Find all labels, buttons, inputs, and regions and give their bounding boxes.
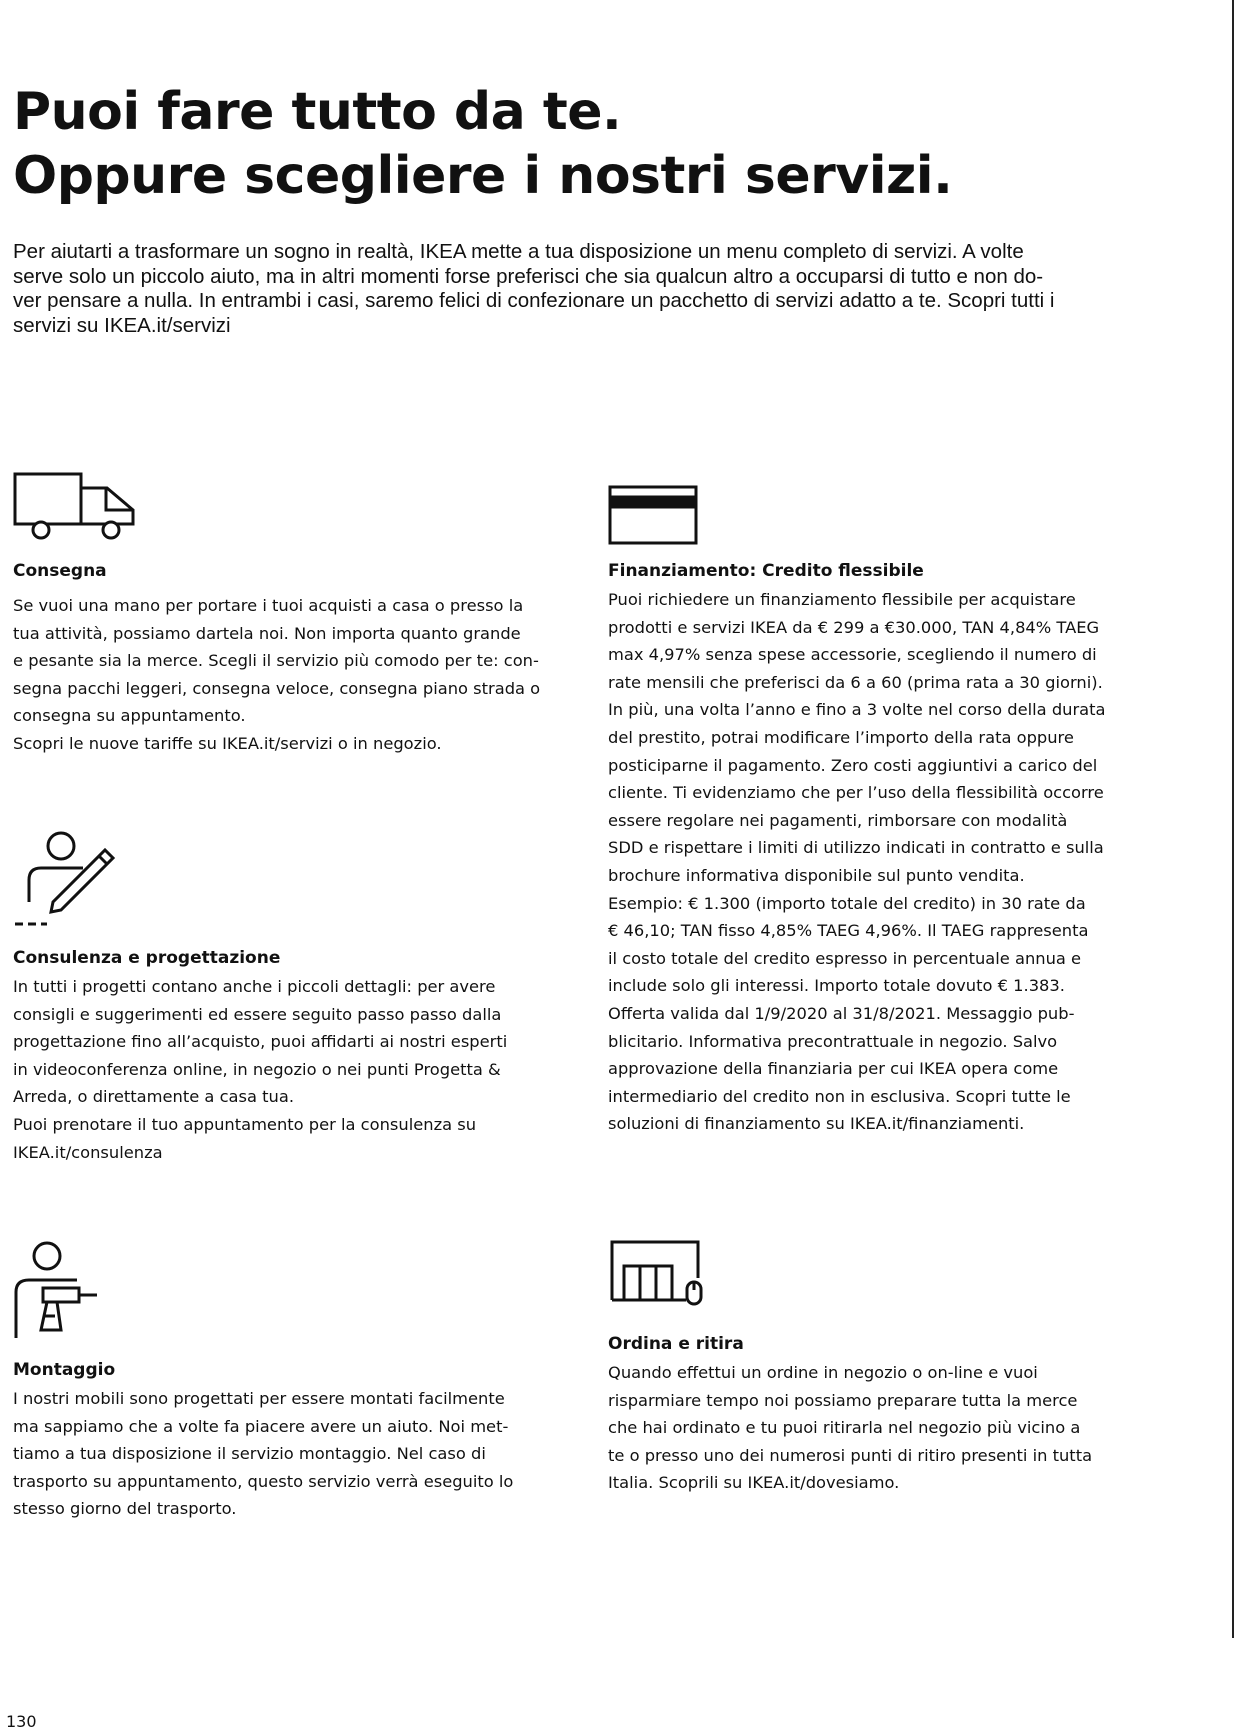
- description-line: I nostri mobili sono progettati per essere montati facilmente: [13, 1389, 505, 1408]
- description-line: In tutti i progetti contano anche i piccoli dettagli: per avere: [13, 977, 496, 996]
- description-line: IKEA.it/consulenza: [13, 1142, 163, 1162]
- description-line: Scopri le nuove tariffe su IKEA.it/servizi o in negozio.: [13, 733, 442, 753]
- service-description: [13, 592, 540, 758]
- service-description: [13, 973, 507, 1166]
- description-line: approvazione della finanziaria per cui IKEA opera come: [608, 1059, 1059, 1079]
- description-line: Esempio: € 1.300 (importo totale del credito) in 30 rate da: [608, 893, 1086, 913]
- intro-line: serve solo un piccolo aiuto, ma in altri momenti forse preferisci che sia qualcun altro a occuparsi di tutto e non do-: [13, 264, 1044, 288]
- description-line: Se vuoi una mano per portare i tuoi acquisti a casa o presso la: [13, 596, 524, 615]
- headline-line: Puoi fare tutto da te.: [13, 82, 622, 142]
- intro-paragraph: [13, 240, 1138, 338]
- intro-line: ver pensare a nulla. In entrambi i casi, saremo felici di confezionare un pacchetto di servizi adatto a te. Scopri tutti i: [13, 289, 1055, 312]
- intro-line: Per aiutarti a trasformare un sogno in realtà, IKEA mette a tua disposizione un menu completo di servizi. A volte: [13, 240, 1024, 263]
- description-line: blicitario. Informativa precontrattuale in negozio. Salvo: [608, 1031, 1058, 1051]
- description-line: Offerta valida dal 1/9/2020 al 31/8/2021. Messaggio pub-: [608, 1003, 1075, 1023]
- description-line: che hai ordinato e tu puoi ritirarla nel negozio più vicino a: [608, 1418, 1081, 1438]
- description-line: risparmiare tempo noi possiamo preparare tutta la merce: [608, 1390, 1078, 1410]
- description-line: il costo totale del credito espresso in percentuale annua e: [608, 948, 1082, 968]
- description-line: In più, una volta l’anno e fino a 3 volte nel corso della durata: [608, 700, 1106, 720]
- description-line: Puoi richiedere un finanziamento flessibile per acquistare: [608, 590, 1076, 609]
- description-line: prodotti e servizi IKEA da € 299 a €30.000, TAN 4,84% TAEG: [608, 617, 1100, 637]
- description-line: cliente. Ti evidenziamo che per l’uso della flessibilità occorre: [608, 783, 1104, 803]
- credit-card-icon: [608, 485, 698, 545]
- description-line: Quando effettui un ordine in negozio o on-line e vuoi: [608, 1363, 1038, 1382]
- description-line: posticiparne il pagamento. Zero costi aggiuntivi a carico del: [608, 755, 1098, 775]
- description-line: Italia. Scoprili su IKEA.it/dovesiamo.: [608, 1473, 900, 1493]
- service-title: Consulenza e progettazione: [13, 948, 281, 968]
- description-line: e pesante sia la merce. Scegli il servizio più comodo per te: con-: [13, 651, 539, 671]
- description-line: include solo gli interessi. Importo totale dovuto € 1.383.: [608, 976, 1065, 996]
- description-line: essere regolare nei pagamenti, rimborsare con modalità: [608, 810, 1068, 830]
- service-description: [13, 1385, 513, 1523]
- store-mouse-icon: [610, 1240, 706, 1306]
- description-line: trasporto su appuntamento, questo servizio verrà eseguito lo: [13, 1471, 514, 1491]
- description-line: brochure informativa disponibile sul punto vendita.: [608, 865, 1025, 885]
- description-line: segna pacchi leggeri, consegna veloce, consegna piano strada o: [13, 678, 541, 698]
- service-title: Ordina e ritira: [608, 1334, 744, 1354]
- description-line: del prestito, potrai modificare l’importo della rata oppure: [608, 727, 1074, 747]
- description-line: intermediario del credito non in esclusiva. Scopri tutte le: [608, 1086, 1071, 1106]
- service-title: Montaggio: [13, 1360, 116, 1380]
- page-number: 130: [6, 1712, 37, 1731]
- description-line: consigli e suggerimenti ed essere seguito passo passo dalla: [13, 1004, 502, 1024]
- description-line: € 46,10; TAN fisso 4,85% TAEG 4,96%. Il TAEG rappresenta: [608, 921, 1089, 941]
- description-line: SDD e rispettare i limiti di utilizzo indicati in contratto e sulla: [608, 838, 1104, 858]
- description-line: progettazione fino all’acquisto, puoi affidarti ai nostri esperti: [13, 1032, 508, 1052]
- description-line: max 4,97% senza spese accessorie, scegliendo il numero di: [608, 645, 1097, 665]
- page-headline: [13, 80, 952, 208]
- description-line: tiamo a tua disposizione il servizio montaggio. Nel caso di: [13, 1444, 486, 1464]
- description-line: Arreda, o direttamente a casa tua.: [13, 1087, 294, 1107]
- description-line: soluzioni di finanziamento su IKEA.it/finanziamenti.: [608, 1114, 1025, 1134]
- intro-line: servizi su IKEA.it/servizi: [13, 313, 231, 337]
- service-title: Finanziamento: Credito flessibile: [608, 561, 924, 581]
- description-line: stesso giorno del trasporto.: [13, 1499, 237, 1519]
- service-description: [608, 1359, 1092, 1497]
- description-line: rate mensili che preferisci da 6 a 60 (prima rata a 30 giorni).: [608, 672, 1103, 692]
- description-line: Puoi prenotare il tuo appuntamento per la consulenza su: [13, 1114, 477, 1134]
- description-line: te o presso uno dei numerosi punti di ritiro presenti in tutta: [608, 1445, 1093, 1465]
- delivery-truck-icon: [13, 470, 137, 542]
- page-edge-divider: [1232, 0, 1234, 1638]
- description-line: tua attività, possiamo dartela noi. Non importa quanto grande: [13, 623, 521, 643]
- description-line: consegna su appuntamento.: [13, 706, 246, 726]
- service-title: Consegna: [13, 561, 107, 581]
- service-description: [608, 586, 1106, 1138]
- description-line: in videoconferenza online, in negozio o nei punti Progetta &: [13, 1059, 501, 1079]
- headline-line: Oppure scegliere i nostri servizi.: [13, 146, 953, 206]
- person-pencil-icon: [13, 828, 119, 928]
- person-drill-icon: [13, 1240, 103, 1340]
- description-line: ma sappiamo che a volte fa piacere avere un aiuto. Noi met-: [13, 1416, 509, 1436]
